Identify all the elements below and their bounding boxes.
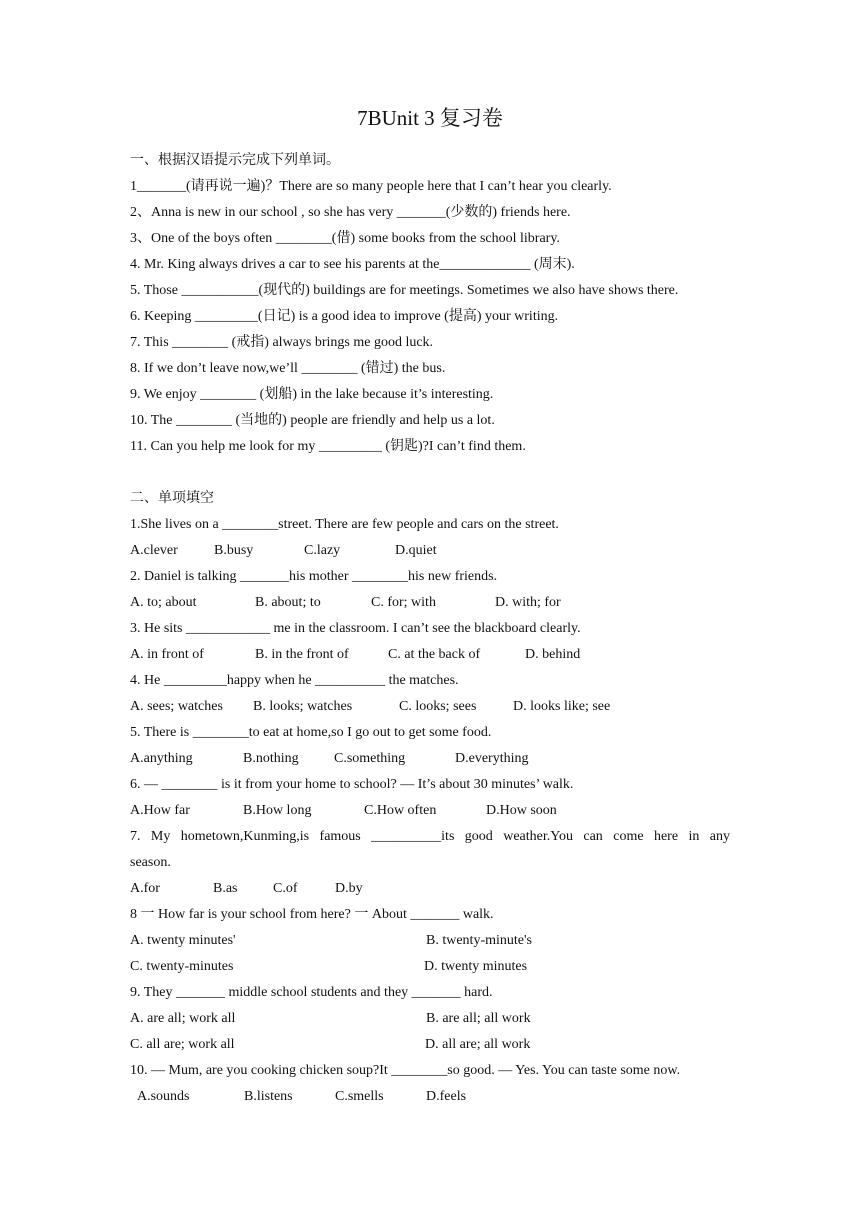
option-d: D. twenty minutes [424,959,528,974]
option-a: A.for [130,881,160,896]
option-c: C.something [334,751,406,766]
vocab-question-1: 1_______(请再说一遍)？There are so many people here that I can’t hear you clearly. [130,179,612,194]
vocab-question-10: 10. The ________ (当地的) people are friendly and help us a lot. [130,413,495,428]
option-c: C.smells [335,1089,384,1104]
vocab-question-2: 2、Anna is new in our school , so she has very _______(少数的) friends here. [130,205,571,220]
mc-question-3-options [130,642,730,668]
option-d: D.quiet [395,543,437,558]
mc-question-7-stem: 7. My hometown,Kunming,is famous __________its good weather.You can come here in any [130,829,730,844]
option-b: B.nothing [243,751,299,766]
option-a: A.How far [130,803,190,818]
mc-question-10-options [130,1084,730,1110]
option-a: A.sounds [137,1089,190,1104]
mc-question-1-options [130,538,730,564]
section-heading-vocabulary: 一、根据汉语提示完成下列单词。 [130,153,340,168]
mc-question-9-stem: 9. They _______ middle school students and they _______ hard. [130,985,493,1000]
vocab-question-7: 7. This ________ (戒指) always brings me good luck. [130,335,434,350]
mc-question-8-options-row-2 [130,954,730,980]
vocab-question-4: 4. Mr. King always drives a car to see his parents at the_____________ (周末). [130,257,575,272]
option-c: C. for; with [371,595,436,610]
vocab-question-8: 8. If we don’t leave now,we’ll ________ (错过) the bus. [130,361,446,376]
option-b: B.as [213,881,238,896]
option-c: C.lazy [304,543,341,558]
option-b: B. twenty-minute's [426,933,532,948]
section-heading-multiple-choice: 二、单项填空 [130,491,214,506]
option-a: A.anything [130,751,193,766]
option-b: B. in the front of [255,647,349,662]
option-a: A. to; about [130,595,197,610]
mc-question-8-options-row-1 [130,928,730,954]
mc-question-10-stem: 10. — Mum, are you cooking chicken soup?It ________so good. — Yes. You can taste some now. [130,1063,681,1078]
option-d: D. with; for [495,595,561,610]
page-title: 7BUnit 3 复习卷 [357,106,503,130]
option-a: A.clever [130,543,178,558]
vocab-question-3: 3、One of the boys often ________(借) some books from the school library. [130,231,560,246]
vocab-question-9: 9. We enjoy ________ (划船) in the lake because it’s interesting. [130,387,494,402]
mc-question-7-stem-continued: season. [130,855,171,870]
vocab-question-5: 5. Those ___________(现代的) buildings are for meetings. Sometimes we also have shows there. [130,283,679,298]
mc-question-6-stem: 6. — ________ is it from your home to school? — It’s about 30 minutes’ walk. [130,777,574,792]
option-b: B.busy [214,543,254,558]
mc-question-4-stem: 4. He _________happy when he __________ the matches. [130,673,459,688]
option-a: A. twenty minutes' [130,933,236,948]
option-a: A. sees; watches [130,699,223,714]
mc-question-3-stem: 3. He sits ____________ me in the classroom. I can’t see the blackboard clearly. [130,621,581,636]
mc-question-4-options [130,694,730,720]
mc-question-6-options [130,798,730,824]
mc-question-1-stem: 1.She lives on a ________street. There are few people and cars on the street. [130,517,559,532]
option-b: B. about; to [255,595,321,610]
option-b: B. looks; watches [253,699,353,714]
mc-question-8-stem: 8 一 How far is your school from here? 一 About _______ walk. [130,907,494,922]
option-b: B.How long [243,803,312,818]
mc-question-5-stem: 5. There is ________to eat at home,so I go out to get some food. [130,725,492,740]
option-c: C.of [273,881,298,896]
option-a: A. are all; work all [130,1011,236,1026]
option-c: C. twenty-minutes [130,959,234,974]
option-b: B. are all; all work [426,1011,531,1026]
mc-question-2-stem: 2. Daniel is talking _______his mother ________his new friends. [130,569,498,584]
mc-question-9-options-row-2 [130,1032,730,1058]
option-c: C. looks; sees [399,699,477,714]
option-b: B.listens [244,1089,293,1104]
document-body [130,148,730,1110]
option-d: D. looks like; see [513,699,611,714]
vocab-question-6: 6. Keeping _________(日记) is a good idea to improve (提高) your writing. [130,309,559,324]
mc-question-9-options-row-1 [130,1006,730,1032]
vocab-question-11: 11. Can you help me look for my _________ (钥匙)?I can’t find them. [130,439,526,454]
option-a: A. in front of [130,647,204,662]
mc-question-7-options [130,876,730,902]
option-c: C. all are; work all [130,1037,235,1052]
option-d: D.everything [455,751,529,766]
option-d: D.by [335,881,363,896]
option-d: D.How soon [486,803,557,818]
option-c: C.How often [364,803,437,818]
option-d: D. behind [525,647,581,662]
option-d: D.feels [426,1089,467,1104]
mc-question-2-options [130,590,730,616]
option-c: C. at the back of [388,647,481,662]
option-d: D. all are; all work [425,1037,531,1052]
mc-question-5-options [130,746,730,772]
section-spacer [130,460,730,486]
